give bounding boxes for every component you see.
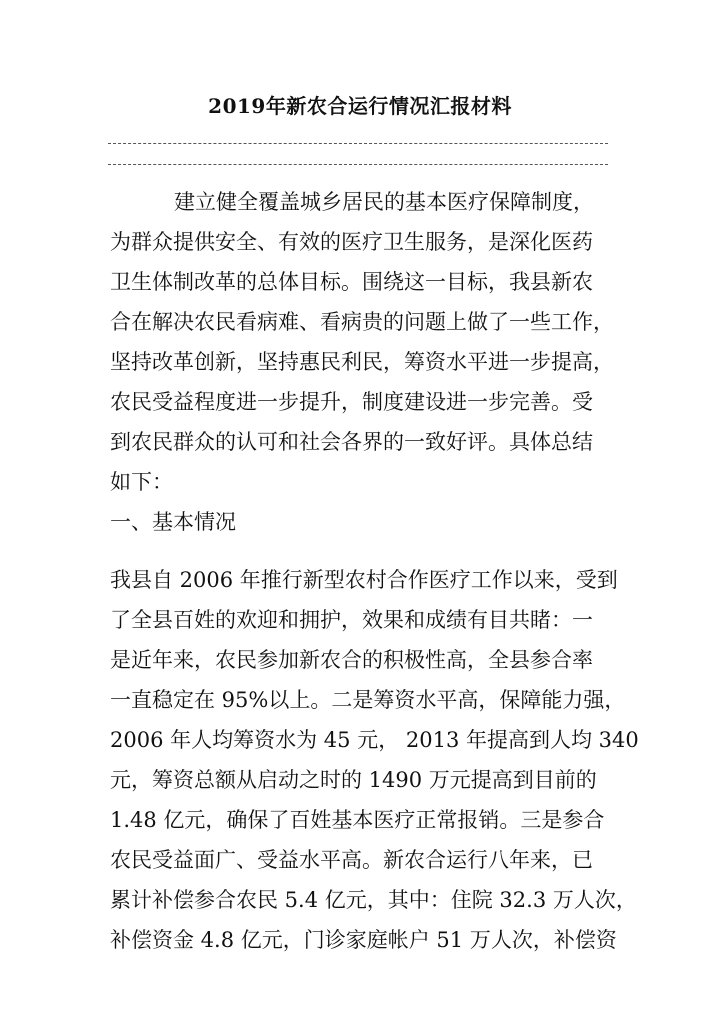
text-line: 元，筹资总额从启动之时的 1490 万元提高到目前的 bbox=[110, 768, 597, 792]
intro-paragraph bbox=[110, 182, 614, 502]
text-line: 建立健全覆盖城乡居民的基本医疗保障制度， bbox=[174, 190, 594, 214]
dashed-divider-top bbox=[108, 143, 608, 144]
text-line: 1.48 亿元，确保了百姓基本医疗正常报销。三是参合 bbox=[110, 808, 605, 832]
text-line: 累计补偿参合农民 5.4 亿元，其中：住院 32.3 万人次， bbox=[110, 888, 637, 912]
text-line: 到农民群众的认可和社会各界的一致好评。具体总结 bbox=[110, 430, 593, 454]
text-line: 合在解决农民看病难、看病贵的问题上做了一些工作， bbox=[110, 310, 614, 334]
section-paragraph bbox=[110, 560, 639, 960]
text-line: 了全县百姓的欢迎和拥护，效果和成绩有目共睹：一 bbox=[110, 608, 593, 632]
text-line: 为群众提供安全、有效的医疗卫生服务，是深化医药 bbox=[110, 230, 593, 254]
section-heading: 一、基本情况 bbox=[110, 510, 236, 534]
dashed-divider-bottom bbox=[108, 164, 608, 165]
text-line: 农民受益程度进一步提升，制度建设进一步完善。受 bbox=[110, 390, 593, 414]
text-line: 如下： bbox=[110, 470, 173, 494]
text-line: 2006 年人均筹资水为 45 元， 2013 年提高到人均 340 bbox=[110, 728, 639, 752]
text-line: 我县自 2006 年推行新型农村合作医疗工作以来，受到 bbox=[110, 568, 618, 592]
text-line: 一直稳定在 95%以上。二是筹资水平高，保障能力强， bbox=[110, 688, 626, 712]
text-line: 卫生体制改革的总体目标。围绕这一目标，我县新农 bbox=[110, 270, 593, 294]
text-line: 是近年来，农民参加新农合的积极性高，全县参合率 bbox=[110, 648, 593, 672]
document-title: 2019年新农合运行情况汇报材料 bbox=[208, 94, 512, 118]
text-line: 坚持改革创新，坚持惠民利民，筹资水平进一步提高， bbox=[110, 350, 614, 374]
text-line: 农民受益面广、受益水平高。新农合运行八年来，已 bbox=[110, 848, 593, 872]
text-line: 补偿资金 4.8 亿元，门诊家庭帐户 51 万人次，补偿资 bbox=[110, 928, 617, 952]
